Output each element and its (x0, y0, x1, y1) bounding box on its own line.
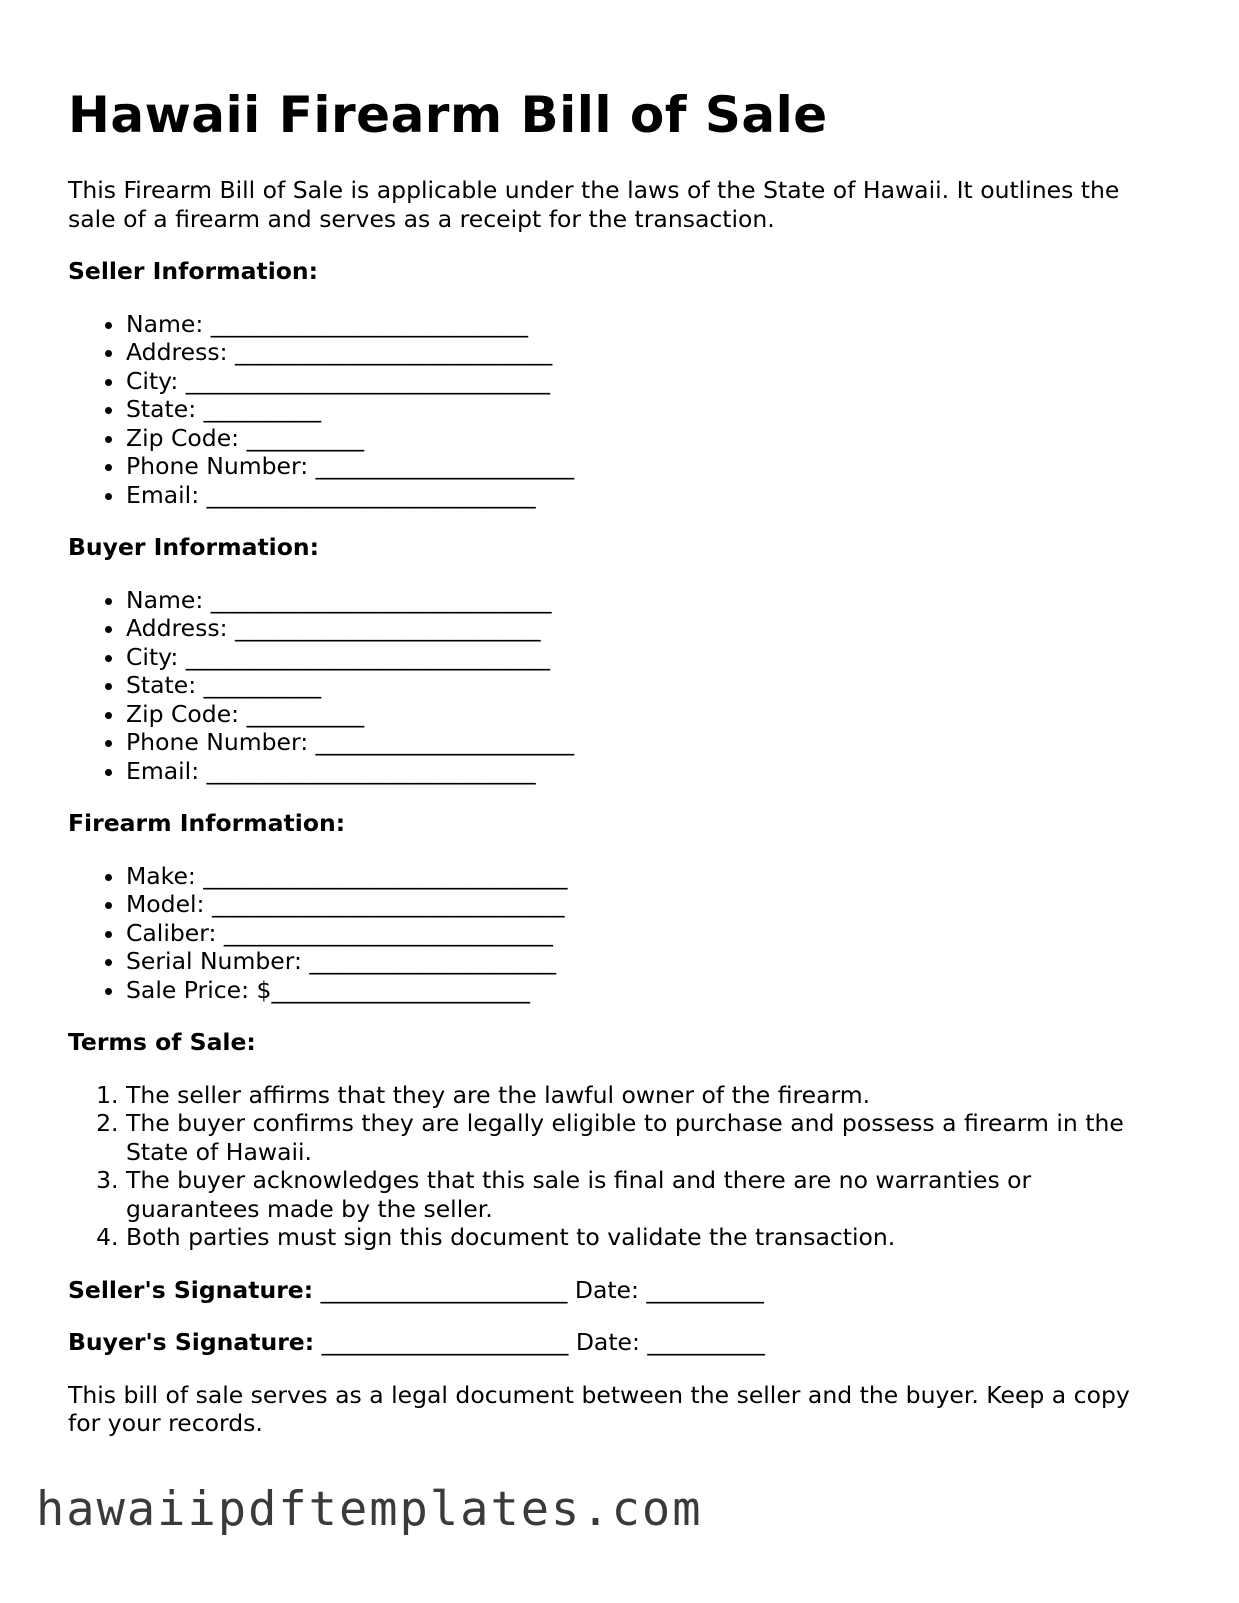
buyer-signature-blank: _____________________ Date: __________ (314, 1328, 765, 1356)
terms-item: 1. The seller affirms that they are the lawful owner of the firearm. (126, 1081, 1168, 1110)
firearm-caliber-field: • Caliber: ____________________________ (126, 919, 1168, 948)
closing-paragraph: This bill of sale serves as a legal document between the seller and the buyer. Keep a copy for your records. (68, 1380, 1130, 1437)
seller-list (68, 310, 1168, 510)
firearm-serial-field: • Serial Number: _____________________ (126, 947, 1168, 976)
buyer-city-field: • City: _______________________________ (126, 643, 1168, 672)
firearm-list (68, 862, 1168, 1005)
document-page (68, 78, 1168, 1438)
seller-signature-blank: _____________________ Date: __________ (313, 1275, 764, 1304)
seller-signature-line (68, 1276, 1168, 1305)
seller-city-field: • City: _______________________________ (126, 367, 1168, 396)
terms-list (68, 1081, 1168, 1252)
terms-item: 2. The buyer confirms they are legally eligible to purchase and possess a firearm in the State of Hawaii. (126, 1109, 1168, 1166)
watermark: hawaiipdftemplates.com (36, 1482, 703, 1537)
terms-item: 3. The buyer acknowledges that this sale is final and there are no warranties or guarantees made by the seller. (126, 1166, 1168, 1223)
intro-paragraph: This Firearm Bill of Sale is applicable under the laws of the State of Hawaii. It outlines the sale of a firearm and serves as a receipt for the transaction. (68, 176, 1120, 233)
seller-zip-field: • Zip Code: __________ (126, 424, 1168, 453)
seller-email-field: • Email: ____________________________ (126, 481, 1168, 510)
seller-name-field: • Name: ___________________________ (126, 310, 1168, 339)
buyer-zip-field: • Zip Code: __________ (126, 700, 1168, 729)
seller-address-field: • Address: ___________________________ (126, 338, 1168, 367)
buyer-signature-label: Buyer's Signature: (68, 1328, 315, 1356)
terms-heading: Terms of Sale: (68, 1028, 256, 1056)
buyer-address-field: • Address: __________________________ (126, 614, 1168, 643)
firearm-model-field: • Model: ______________________________ (126, 890, 1168, 919)
seller-state-field: • State: __________ (126, 395, 1168, 424)
seller-signature-label: Seller's Signature: (68, 1275, 314, 1304)
buyer-heading: Buyer Information: (68, 533, 320, 561)
seller-heading: Seller Information: (68, 257, 319, 285)
buyer-phone-field: • Phone Number: ______________________ (126, 728, 1168, 757)
terms-item: 4. Both parties must sign this document to validate the transaction. (126, 1223, 1168, 1252)
buyer-signature-line (68, 1328, 1168, 1357)
firearm-make-field: • Make: _______________________________ (126, 862, 1168, 891)
firearm-heading: Firearm Information: (68, 809, 346, 837)
buyer-email-field: • Email: ____________________________ (126, 757, 1168, 786)
buyer-name-field: • Name: _____________________________ (126, 586, 1168, 615)
buyer-list (68, 586, 1168, 786)
buyer-state-field: • State: __________ (126, 671, 1168, 700)
seller-phone-field: • Phone Number: ______________________ (126, 452, 1168, 481)
firearm-price-field: • Sale Price: $______________________ (126, 976, 1168, 1005)
document-title: Hawaii Firearm Bill of Sale (68, 86, 828, 144)
